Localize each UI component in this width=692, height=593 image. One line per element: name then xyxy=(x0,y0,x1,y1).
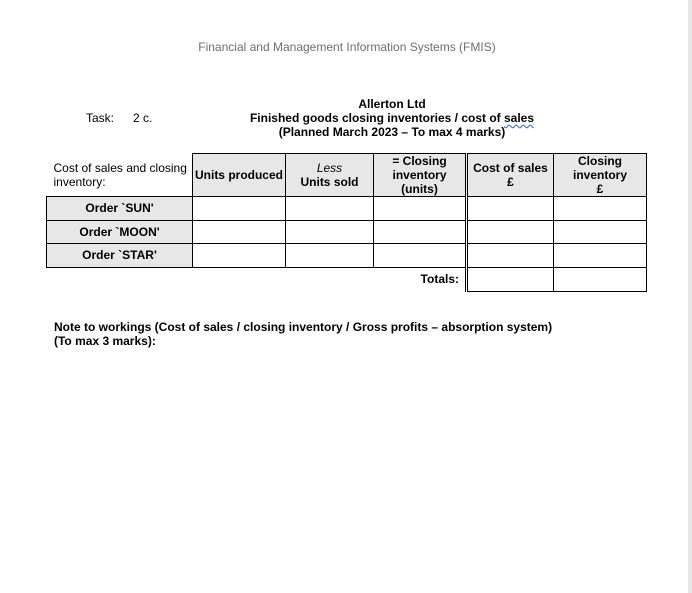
cost-of-sales-label: Cost of sales xyxy=(473,161,548,175)
inventory-table xyxy=(46,153,647,292)
task-number: 2 c. xyxy=(133,111,153,125)
course-header: Financial and Management Information Systems (FMIS) xyxy=(198,40,496,54)
col-closing-inventory xyxy=(554,154,647,197)
company-name: Allerton Ltd xyxy=(358,97,426,111)
subtitle-word: sales xyxy=(504,111,535,125)
closing-inventory-unit: £ xyxy=(596,182,604,196)
table-row xyxy=(47,244,647,268)
totals-row xyxy=(47,267,647,291)
cell-star-sold[interactable] xyxy=(286,244,374,268)
col-units-produced: Units produced xyxy=(193,154,286,197)
table-header-row xyxy=(47,154,647,197)
cell-sun-produced[interactable] xyxy=(193,197,286,221)
table-row xyxy=(47,220,647,244)
subtitle-prefix: Finished goods closing inventories / cost of xyxy=(249,111,501,125)
cell-star-produced[interactable] xyxy=(193,244,286,268)
totals-spacer xyxy=(286,267,374,291)
workings-note xyxy=(54,320,552,348)
note-line-1: Note to workings (Cost of sales / closing inventory / Gross profits – absorption system) xyxy=(54,320,553,334)
task-label: Task: xyxy=(86,111,115,125)
cell-sun-sold[interactable] xyxy=(286,197,374,221)
totals-spacer xyxy=(47,267,193,291)
totals-label: Totals: xyxy=(420,272,459,287)
less-label: Less xyxy=(316,161,343,175)
cell-moon-sold[interactable] xyxy=(286,220,374,244)
cell-star-closing-inventory[interactable] xyxy=(554,244,647,268)
cell-total-cost-of-sales[interactable] xyxy=(467,267,554,291)
table-row xyxy=(47,197,647,221)
title-block xyxy=(242,97,542,139)
cell-total-closing-inventory[interactable] xyxy=(554,267,647,291)
cost-of-sales-unit: £ xyxy=(507,175,514,189)
units-sold-label: Units sold xyxy=(300,175,359,189)
cell-sun-closing-units[interactable] xyxy=(374,197,467,221)
row-label-moon: Order `MOON' xyxy=(47,220,193,244)
page-edge xyxy=(688,0,692,593)
row-label-star: Order `STAR' xyxy=(47,244,193,268)
corner-label: Cost of sales and closing inventory: xyxy=(53,160,187,189)
cell-sun-closing-inventory[interactable] xyxy=(554,197,647,221)
subtitle xyxy=(242,111,542,125)
row-label-sun: Order `SUN' xyxy=(47,197,193,221)
note-line-2: (To max 3 marks): xyxy=(54,334,156,348)
cell-moon-closing-inventory[interactable] xyxy=(554,220,647,244)
col-closing-units: = Closing inventory (units) xyxy=(374,154,467,197)
col-units-sold xyxy=(286,154,374,197)
col-cost-of-sales xyxy=(467,154,554,197)
cell-moon-produced[interactable] xyxy=(193,220,286,244)
cell-moon-closing-units[interactable] xyxy=(374,220,467,244)
totals-spacer xyxy=(193,267,286,291)
cell-sun-cost-of-sales[interactable] xyxy=(467,197,554,221)
cell-star-closing-units[interactable] xyxy=(374,244,467,268)
cell-star-cost-of-sales[interactable] xyxy=(467,244,554,268)
planned-note: (Planned March 2023 – To max 4 marks) xyxy=(278,125,506,139)
closing-inventory-label: Closing inventory xyxy=(572,154,627,182)
cell-moon-cost-of-sales[interactable] xyxy=(467,220,554,244)
